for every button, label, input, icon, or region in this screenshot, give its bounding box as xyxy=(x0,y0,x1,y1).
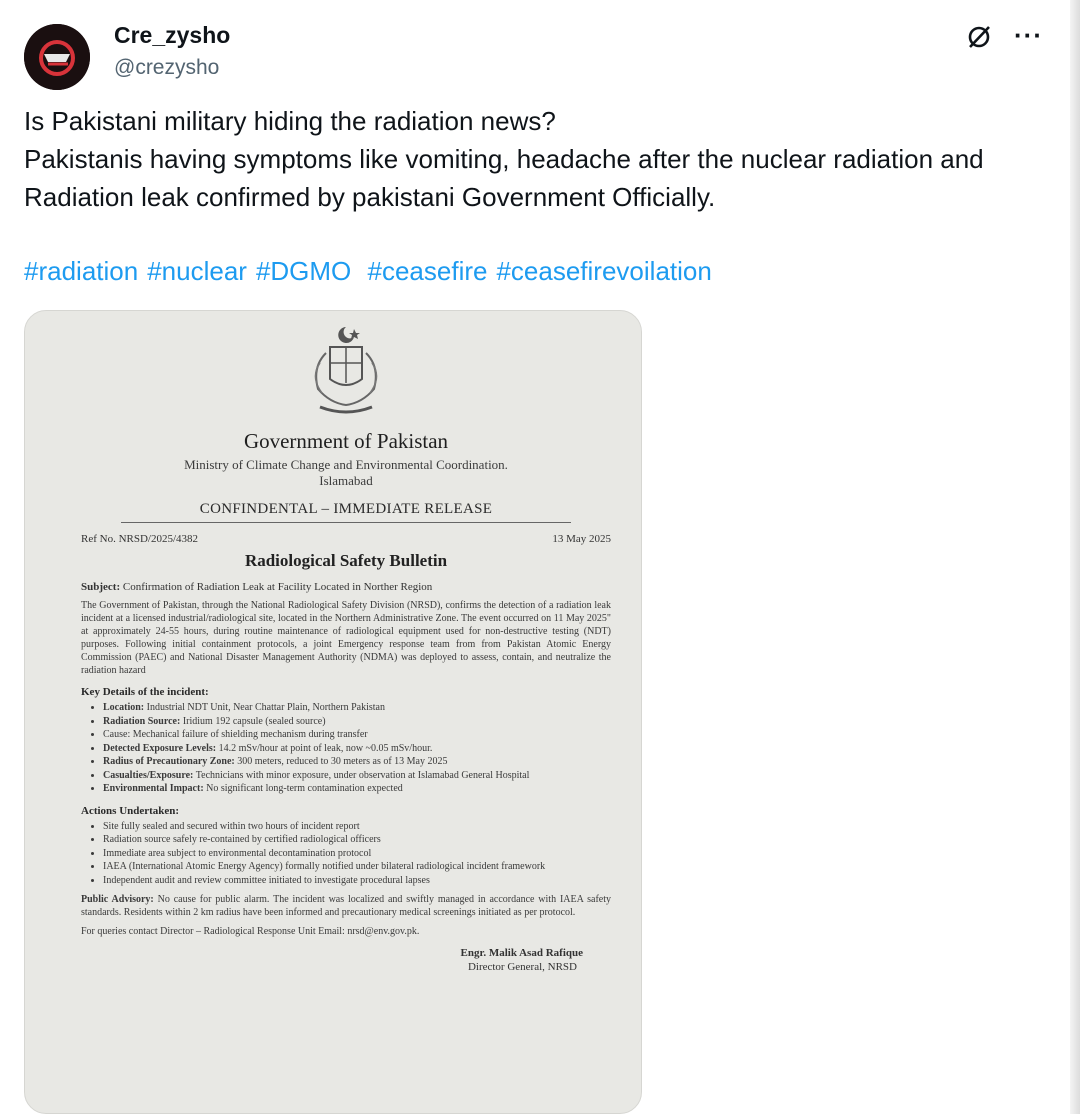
list-item: • Radius of Precautionary Zone: 300 meters, reduced to 30 meters as of 13 May 2025 xyxy=(103,755,611,769)
hashtag-nuclear[interactable]: #nuclear xyxy=(147,256,247,286)
scrollbar-edge xyxy=(1070,0,1080,1114)
list-item: • Independent audit and review committee initiated to investigate procedural lapses xyxy=(103,874,611,888)
state-emblem-icon xyxy=(296,323,396,419)
hashtag-radiation[interactable]: #radiation xyxy=(24,256,139,286)
document-date: 13 May 2025 xyxy=(552,533,611,545)
tweet-line-2: Pakistanis having symptoms like vomiting, headache after the nuclear radiation and Radiation leak confirmed by pakistani Government Officially. xyxy=(24,144,984,212)
document-confidential: CONFINDENTAL – IMMEDIATE RELEASE xyxy=(199,501,493,517)
document-city: Islamabad xyxy=(319,473,373,488)
list-item: • Casualties/Exposure: Technicians with minor exposure, under observation at Islamabad General Hospital xyxy=(103,769,611,783)
avatar-logo-icon xyxy=(24,24,90,90)
hashtags xyxy=(24,252,721,290)
subject-label: Subject: xyxy=(81,581,121,593)
document-government: Government of Pakistan xyxy=(243,429,449,453)
list-item: • Location: Industrial NDT Unit, Near Chattar Plain, Northern Pakistan xyxy=(103,701,611,715)
hashtag-ceasefire[interactable]: #ceasefire xyxy=(360,256,488,286)
list-item: • Cause: Mechanical failure of shielding mechanism during transfer xyxy=(103,728,611,742)
subject-text: Confirmation of Radiation Leak at Facility Located in Norther Region xyxy=(122,581,433,593)
list-item: • Radiation Source: Iridium 192 capsule (sealed source) xyxy=(103,715,611,729)
display-name[interactable]: Cre_zysho xyxy=(114,22,231,48)
grok-icon[interactable] xyxy=(964,22,994,52)
actions-heading: Actions Undertaken: xyxy=(81,804,180,817)
more-options-icon[interactable]: ··· xyxy=(1014,20,1043,50)
tweet-text xyxy=(24,102,1044,216)
document-paragraph: The Government of Pakistan, through the National Radiological Safety Division (NRSD), confirms the detection of a radiation leak incident at a licensed industrial/radiological site, located in the Northern Administrative Zone. The event occurred on 11 May 2025" at approximately 24-55 hours, during routine maintenance of radiological equipment used for non-destructive testing (NDT) purposes. Following initial containment protocols, a joint Emergency response team from from Pakistan Atomic Energy Commission (PAEC) and National Disaster Management Authority (NDMA) was deployed to assess, contain, and neutralize the radiation hazard xyxy=(81,600,611,676)
signature-block xyxy=(81,946,611,974)
queries: For queries contact Director – Radiological Response Unit Email: nrsd@env.gov.pk. xyxy=(81,926,420,937)
hashtag-ceasefirevoilation[interactable]: #ceasefirevoilation xyxy=(496,256,712,286)
list-item: • Radiation source safely re-contained by certified radiological officers xyxy=(103,833,611,847)
user-handle[interactable]: @crezysho xyxy=(114,56,220,79)
key-details-list xyxy=(81,701,611,796)
list-item: • IAEA (International Atomic Energy Agency) formally notified under bilateral radiological incident framework xyxy=(103,860,611,874)
signatory-name: Engr. Malik Asad Rafique xyxy=(460,947,583,959)
document-title: Radiological Safety Bulletin xyxy=(244,551,448,570)
public-advisory xyxy=(81,893,611,919)
document-ref-row xyxy=(81,533,611,545)
divider xyxy=(121,522,571,523)
tweet-header xyxy=(24,18,1054,88)
list-item: • Detected Exposure Levels: 14.2 mSv/hour at point of leak, now ~0.05 mSv/hour. xyxy=(103,742,611,756)
hashtag-dgmo[interactable]: #DGMO xyxy=(255,256,352,286)
list-item: • Environmental Impact: No significant long-term contamination expected xyxy=(103,782,611,796)
document-ref: Ref No. NRSD/2025/4382 xyxy=(81,533,199,545)
actions-list xyxy=(81,820,611,888)
list-item: • Immediate area subject to environmental decontamination protocol xyxy=(103,847,611,861)
document-subject xyxy=(81,581,611,593)
advisory-label: Public Advisory: xyxy=(81,894,154,905)
tweet-media-image[interactable] xyxy=(24,310,642,1114)
list-item: • Site fully sealed and secured within two hours of incident report xyxy=(103,820,611,834)
document-ministry: Ministry of Climate Change and Environmental Coordination. xyxy=(184,457,508,472)
signatory-role: Director General, NRSD xyxy=(467,961,577,973)
tweet-line-1: Is Pakistani military hiding the radiation news? xyxy=(24,106,556,136)
advisory-text: No cause for public alarm. The incident was localized and swiftly managed in accordance with IAEA safety standards. Residents within 2 km radius have been informed and precautionary medical screenings initiated as per protocol. xyxy=(81,894,612,918)
key-details-heading: Key Details of the incident: xyxy=(81,686,209,698)
avatar[interactable] xyxy=(24,24,90,90)
document xyxy=(81,323,611,974)
